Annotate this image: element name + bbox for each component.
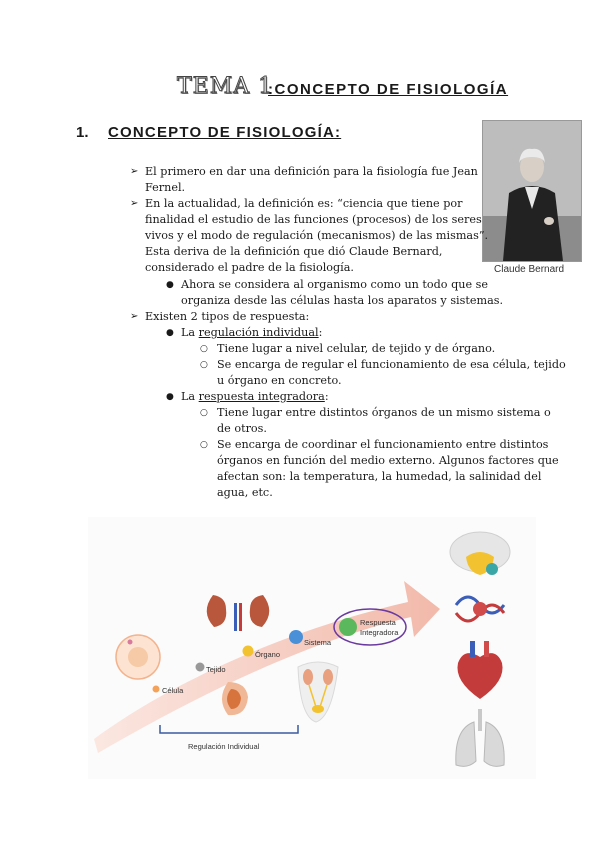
text-suffix: : <box>324 390 329 403</box>
text-prefix: La <box>181 390 199 403</box>
text-line: organiza desde las células hasta los aparatos y sistemas. <box>181 294 504 307</box>
text-line: Tiene lugar entre distintos órganos de un mismo sistema o <box>217 406 551 419</box>
tejido-dot <box>196 663 205 672</box>
text-line: En la actualidad, la definición es: “ciencia que tiene por <box>145 197 463 210</box>
photo-caption: Claude Bernard <box>494 264 565 275</box>
text-line: Se encarga de regular el funcionamiento de esa célula, tejido <box>217 358 566 371</box>
arrow-bullet-icon: ➢ <box>130 311 139 322</box>
text-line: afectan son: la temperatura, la humedad, la salinidad del <box>217 470 542 483</box>
text-line: de otros. <box>217 422 267 435</box>
regulacion-individual-label: Regulación Individual <box>188 742 260 751</box>
organo-label: Órgano <box>255 650 281 659</box>
celula-dot <box>153 686 160 693</box>
section-title: CONCEPTO DE FISIOLOGÍA: <box>108 124 342 141</box>
bullet-dot-icon: ● <box>166 328 174 338</box>
text-line: Esta deriva de la definición que dió Claude Bernard, <box>145 245 443 258</box>
text-suffix: : <box>318 326 323 339</box>
hollow-bullet-icon: ○ <box>200 360 208 370</box>
text-line: Existen 2 tipos de respuesta: <box>145 310 310 323</box>
respuesta-label-line2: Integradora <box>360 628 399 637</box>
title-tema: TEMA 1 <box>177 74 274 99</box>
text-line: órganos en función del medio externo. Algunos factores que <box>217 454 559 467</box>
arrow-bullet-icon: ➢ <box>130 166 139 177</box>
text-line: agua, etc. <box>217 486 273 499</box>
sistema-dot <box>289 630 303 644</box>
cell-illustration <box>116 635 160 679</box>
text-line <box>181 389 329 405</box>
text-prefix: La <box>181 326 199 339</box>
text-line: Se encarga de coordinar el funcionamiento entre distintos <box>217 438 549 451</box>
respuesta-dot <box>339 618 357 636</box>
celula-label: Célula <box>162 686 184 695</box>
hollow-bullet-icon: ○ <box>200 440 208 450</box>
text-line: vivos y el modo de regulación (mecanismos) de las mismas”. <box>145 229 489 242</box>
text-line: finalidad el estudio de las funciones (procesos) de los seres <box>145 213 482 226</box>
sistema-label: Sistema <box>304 638 332 647</box>
respuesta-integradora-term: respuesta integradora <box>198 390 325 403</box>
text-line: Tiene lugar a nivel celular, de tejido y de órgano. <box>217 342 496 355</box>
text-line: El primero en dar una definición para la fisiología fue Jean <box>145 165 478 178</box>
title-concept: :CONCEPTO DE FISIOLOGÍA <box>268 81 509 98</box>
respuesta-label-line1: Respuesta <box>360 618 396 627</box>
arrow-bullet-icon: ➢ <box>130 198 139 209</box>
hollow-bullet-icon: ○ <box>200 408 208 418</box>
bullet-dot-icon: ● <box>166 392 174 402</box>
text-line <box>181 325 322 341</box>
text-line: Fernel. <box>145 181 186 194</box>
hollow-bullet-icon: ○ <box>200 344 208 354</box>
text-line: considerado el padre de la fisiología. <box>145 261 354 274</box>
text-line: Ahora se considera al organismo como un todo que se <box>181 278 488 291</box>
section-number: 1. <box>76 124 89 141</box>
claude-bernard-photo <box>482 120 582 262</box>
organo-dot <box>243 646 254 657</box>
organization-levels-diagram <box>88 517 536 779</box>
regulacion-individual-term: regulación individual <box>198 326 319 339</box>
bullet-dot-icon: ● <box>166 280 174 290</box>
text-line: u órgano en concreto. <box>217 374 342 387</box>
tejido-label: Tejido <box>206 665 226 674</box>
